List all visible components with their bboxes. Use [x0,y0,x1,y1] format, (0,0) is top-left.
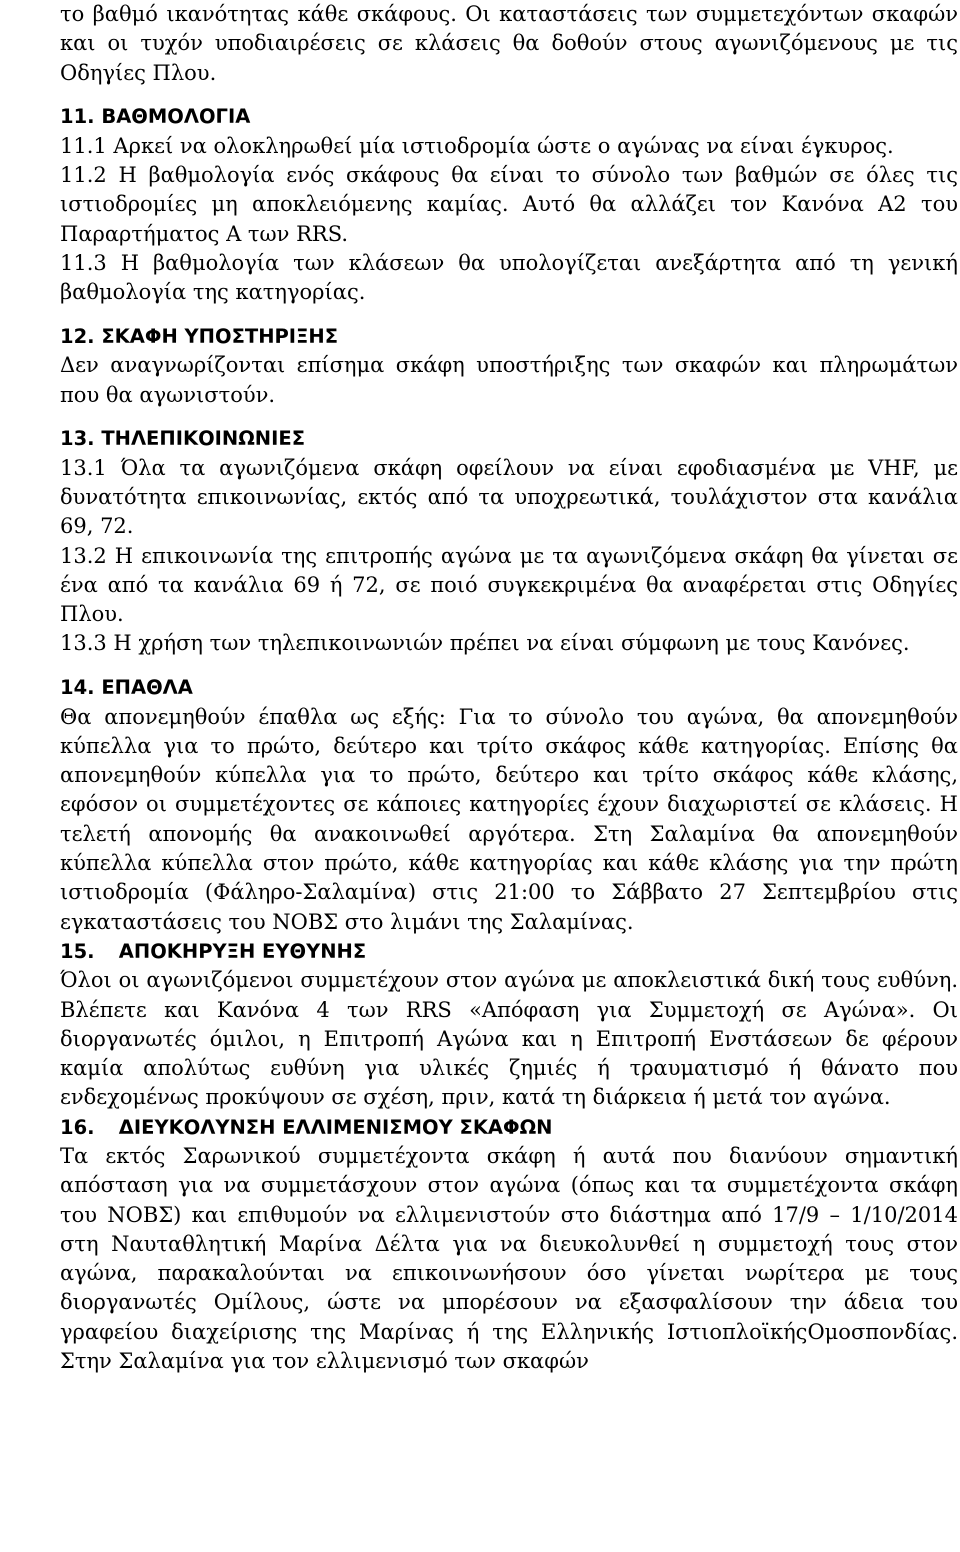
section-heading [60,322,958,351]
section-gap [60,410,958,425]
section-gap [60,659,958,674]
paragraph: 11.2 Η βαθμολογία ενός σκάφους θα είναι το σύνολο των βαθμών σε όλες τις ιστιοδρομίες μη αποκλειόμενης καμίας. Αυτό θα αλλάζει τον Κανόνα Α2 του Παραρτήματος Α των RRS. [60,162,958,246]
section-title: ΤΗΛΕΠΙΚΟΙΝΩΝΙΕΣ [101,427,306,451]
paragraph: 11.1 Αρκεί να ολοκληρωθεί μία ιστιοδρομία ώστε ο αγώνας να είναι έγκυρος. [60,133,894,158]
section-heading [60,102,958,131]
section-number: 14. [60,676,95,700]
paragraph: Όλοι οι αγωνιζόμενοι συμμετέχουν στον αγώνα με αποκλειστικά δική τους ευθύνη. Βλέπετε και Κανόνα 4 των RRS «Απόφαση για Συμμετοχή σε Αγώνα». Οι διοργανωτές όμιλοι, η Επιτροπή Αγώνα και η Επιτροπή Ενστάσεων δε φέρουν καμία απολύτως ευθύνη για υλικές ζημιές ή τραυματισμό ή θάνατο που ενδεχομένως προκύψουν σε σχέση, πριν, κατά τη διάρκεια ή μετά τον αγώνα. [60,968,958,1110]
section-heading [60,937,958,966]
paragraph: 13.2 Η επικοινωνία της επιτροπής αγώνα με τα αγωνιζόμενα σκάφη θα γίνεται σε ένα από τα κανάλια 69 ή 72, σε ποιό συγκεκριμένα θα αναφέρεται στις Οδηγίες Πλου. [60,543,958,627]
section-heading [60,424,958,453]
section-title: ΑΠΟΚΗΡΥΞΗ ΕΥΘΥΝΗΣ [118,939,367,963]
paragraph: 13.3 Η χρήση των τηλεπικοινωνιών πρέπει να είναι σύμφωνη με τους Κανόνες. [60,631,910,656]
section-number: 16. [60,1115,95,1139]
paragraph: Τα εκτός Σαρωνικού συμμετέχοντα σκάφη ή αυτά που διανύουν σημαντική απόσταση για να συμμετάσχουν στον αγώνα (όπως και τα συμμετέχοντα σκάφη του ΝΟΒΣ) και επιθυμούν να ελλιμενιστούν στο διάστημα από 17/9 – 1/10/2014 στη Ναυταθλητική Μαρίνα Δέλτα για να διευκολυνθεί η συμμετοχή τους στον αγώνα, παρακαλούνται να επικοινωνήσουν όσο γίνεται νωρίτερα με τους διοργανωτές Ομίλους, ώστε να μπορέσουν να εξασφαλίσουν την άδεια του γραφείου διαχείρισης της Μαρίνας ή της Ελληνικής ΙστιοπλοϊκήςΟμοσπονδίας. Στην Σαλαμίνα για τον ελλιμενισμό των σκαφών [60,1143,958,1374]
paragraph: Δεν αναγνωρίζονται επίσημα σκάφη υποστήριξης των σκαφών και πληρωμάτων που θα αγωνιστούν. [60,353,958,407]
section-title: ΒΑΘΜΟΛΟΓΙΑ [101,105,251,129]
paragraph: 13.1 Όλα τα αγωνιζόμενα σκάφη οφείλουν να είναι εφοδιασμένα με VHF, με δυνατότητα επικοινωνίας, εκτός από τα υποχρεωτικά, τουλάχιστον στα κανάλια 69, 72. [60,455,958,539]
section-title: ΕΠΑΘΛΑ [101,676,193,700]
section-heading [60,673,958,702]
section-heading [60,1113,958,1142]
section-number: 15. [60,939,95,963]
paragraph: 11.3 Η βαθμολογία των κλάσεων θα υπολογίζεται ανεξάρτητα από τη γενική βαθμολογία της κατηγορίας. [60,250,958,305]
document-body [60,0,958,1376]
section-title: ΔΙΕΥΚΟΛΥΝΣΗ ΕΛΛΙΜΕΝΙΣΜΟΥ ΣΚΑΦΩΝ [118,1115,553,1139]
section-number: 13. [60,427,95,451]
section-title: ΣΚΑΦΗ ΥΠΟΣΤΗΡΙΞΗΣ [101,324,339,348]
section-gap [60,307,958,322]
paragraph: το βαθμό ικανότητας κάθε σκάφους. Οι καταστάσεις των συμμετεχόντων σκαφών και οι τυχόν υποδιαιρέσεις σε κλάσεις θα δοθούν στους αγωνιζόμενους με τις Οδηγίες Πλου. [60,2,958,85]
section-number: 11. [60,105,95,129]
paragraph: Θα απονεμηθούν έπαθλα ως εξής: Για το σύνολο του αγώνα, θα απονεμηθούν κύπελλα για το πρώτο, δεύτερο και τρίτο σκάφος κάθε κατηγορίας. Επίσης θα απονεμηθούν κύπελλα για το πρώτο, δεύτερο και τρίτο σκάφος κάθε κλάσης, εφόσον οι συμμετέχοντες σε κάποιες κατηγορίες έχουν διαχωριστεί σε κλάσεις. Η τελετή απονομής θα ανακοινωθεί αργότερα. Στη Σαλαμίνα θα απονεμηθούν κύπελλα κύπελλα στον πρώτο, κάθε κατηγορίας και κάθε κλάσης για την πρώτη ιστιοδρομία (Φάληρο-Σαλαμίνα) στις 21:00 το Σάββατο 27 Σεπτεμβρίου στις εγκαταστάσεις του ΝΟΒΣ στο λιμάνι της Σαλαμίνας. [60,704,958,934]
section-number: 12. [60,324,95,348]
section-gap [60,88,958,103]
